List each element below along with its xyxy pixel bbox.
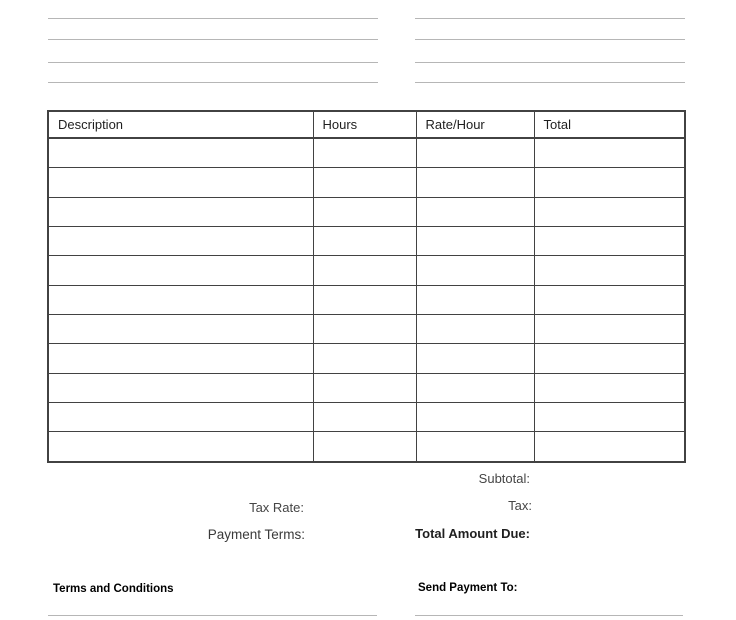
send-payment-blank-line — [415, 615, 683, 616]
tax-label: Tax: — [508, 498, 532, 513]
line-item-row — [48, 285, 685, 314]
line-item-cell — [48, 285, 313, 314]
line-item-cell — [313, 168, 416, 197]
header-blank-line — [415, 39, 685, 40]
line-item-cell — [48, 373, 313, 402]
line-item-cell — [534, 138, 685, 168]
line-item-cell — [534, 168, 685, 197]
line-item-cell — [48, 432, 313, 462]
line-item-row — [48, 315, 685, 344]
line-item-cell — [534, 315, 685, 344]
line-item-cell — [48, 315, 313, 344]
header-blank-line — [48, 62, 378, 63]
header-blank-line — [415, 82, 685, 83]
column-header-rate_hour: Rate/Hour — [416, 111, 534, 138]
line-item-cell — [313, 344, 416, 373]
line-item-row — [48, 197, 685, 226]
send-payment-to-label: Send Payment To: — [418, 582, 518, 594]
line-item-cell — [416, 344, 534, 373]
line-item-cell — [416, 197, 534, 226]
terms-and-conditions-label: Terms and Conditions — [53, 583, 174, 595]
line-item-cell — [313, 403, 416, 432]
line-item-cell — [313, 138, 416, 168]
line-item-row — [48, 403, 685, 432]
line-item-row — [48, 138, 685, 168]
tax-rate-label: Tax Rate: — [249, 500, 304, 515]
line-item-cell — [313, 256, 416, 285]
line-item-cell — [416, 168, 534, 197]
line-item-cell — [313, 373, 416, 402]
line-item-cell — [48, 197, 313, 226]
line-item-cell — [313, 227, 416, 256]
header-blank-line — [415, 62, 685, 63]
header-blank-line — [48, 18, 378, 19]
line-item-cell — [534, 403, 685, 432]
line-item-cell — [416, 138, 534, 168]
line-item-cell — [416, 403, 534, 432]
column-header-hours: Hours — [313, 111, 416, 138]
table-header-row — [48, 111, 685, 138]
header-left-blank-lines — [48, 18, 378, 84]
subtotal-label: Subtotal: — [478, 471, 530, 486]
line-item-cell — [48, 138, 313, 168]
line-item-cell — [416, 373, 534, 402]
line-item-cell — [534, 197, 685, 226]
line-item-cell — [416, 256, 534, 285]
line-item-cell — [416, 315, 534, 344]
column-header-description: Description — [48, 111, 313, 138]
line-item-row — [48, 432, 685, 462]
line-item-cell — [313, 197, 416, 226]
line-item-cell — [48, 344, 313, 373]
terms-blank-line — [48, 615, 377, 616]
line-item-cell — [313, 315, 416, 344]
line-item-cell — [48, 168, 313, 197]
line-item-row — [48, 373, 685, 402]
line-item-cell — [48, 256, 313, 285]
line-item-cell — [416, 227, 534, 256]
line-item-cell — [416, 432, 534, 462]
header-right-blank-lines — [415, 18, 685, 84]
line-item-cell — [313, 285, 416, 314]
line-item-cell — [534, 256, 685, 285]
header-blank-line — [415, 18, 685, 19]
line-item-cell — [534, 227, 685, 256]
line-item-row — [48, 256, 685, 285]
line-item-cell — [48, 403, 313, 432]
column-header-total: Total — [534, 111, 685, 138]
line-item-cell — [534, 344, 685, 373]
line-item-row — [48, 168, 685, 197]
line-item-cell — [313, 432, 416, 462]
header-blank-line — [48, 82, 378, 83]
line-item-cell — [534, 432, 685, 462]
header-blank-line — [48, 39, 378, 40]
line-item-cell — [48, 227, 313, 256]
line-item-cell — [416, 285, 534, 314]
payment-terms-label: Payment Terms: — [207, 527, 305, 542]
line-items-table — [47, 110, 686, 463]
line-item-cell — [534, 373, 685, 402]
line-item-cell — [534, 285, 685, 314]
line-item-row — [48, 227, 685, 256]
total-amount-due-label: Total Amount Due: — [415, 526, 530, 541]
line-item-row — [48, 344, 685, 373]
